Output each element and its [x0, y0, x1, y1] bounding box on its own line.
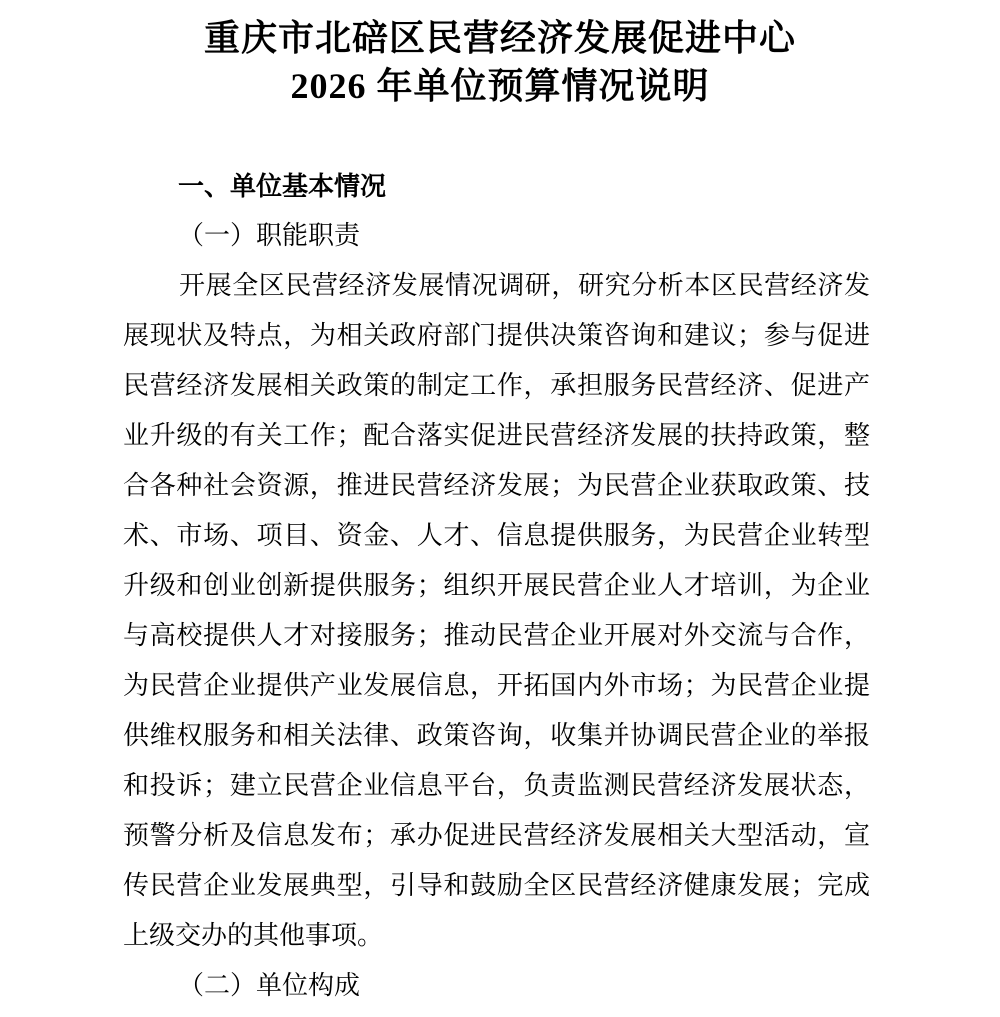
- paragraph-line: 传民营企业发展典型，引导和鼓励全区民营经济健康发展；完成: [123, 871, 870, 900]
- subsection-heading-duties: （一）职能职责: [178, 221, 361, 250]
- title-body-gap: [0, 110, 1000, 161]
- document-title: [0, 0, 1000, 110]
- paragraph-line: 供维权服务和相关法律、政策咨询，收集并协调民营企业的举报: [123, 721, 870, 750]
- section-heading-basic-info: 一、单位基本情况: [178, 171, 387, 201]
- paragraph-line: 术、市场、项目、资金、人才、信息提供服务，为民营企业转型: [123, 521, 870, 550]
- paragraph-line: 业升级的有关工作；配合落实促进民营经济发展的扶持政策，整: [123, 421, 870, 450]
- document-title-line-2: 2026 年单位预算情况说明: [290, 66, 710, 106]
- paragraph-line: 上级交办的其他事项。: [123, 921, 384, 950]
- document-title-line-1: 重庆市北碚区民营经济发展促进中心: [203, 18, 796, 58]
- paragraph-line: 升级和创业创新提供服务；组织开展民营企业人才培训，为企业: [123, 571, 870, 600]
- paragraph-line: 与高校提供人才对接服务；推动民营企业开展对外交流与合作，: [123, 621, 870, 650]
- paragraph-line: 民营经济发展相关政策的制定工作，承担服务民营经济、促进产: [123, 371, 870, 400]
- paragraph-line: 展现状及特点，为相关政府部门提供决策咨询和建议；参与促进: [123, 321, 870, 350]
- paragraph-line: 和投诉；建立民营企业信息平台，负责监测民营经济发展状态，: [123, 771, 870, 800]
- paragraph-line: 为民营企业提供产业发展信息，开拓国内外市场；为民营企业提: [123, 671, 870, 700]
- subsection-heading-unit-composition: （二）单位构成: [178, 971, 361, 1000]
- document-body: [123, 161, 870, 1011]
- paragraph-line: 预警分析及信息发布；承办促进民营经济发展相关大型活动，宣: [123, 821, 870, 850]
- paragraph-line: 合各种社会资源，推进民营经济发展；为民营企业获取政策、技: [123, 471, 870, 500]
- paragraph-line: 开展全区民营经济发展情况调研，研究分析本区民营经济发: [179, 271, 870, 300]
